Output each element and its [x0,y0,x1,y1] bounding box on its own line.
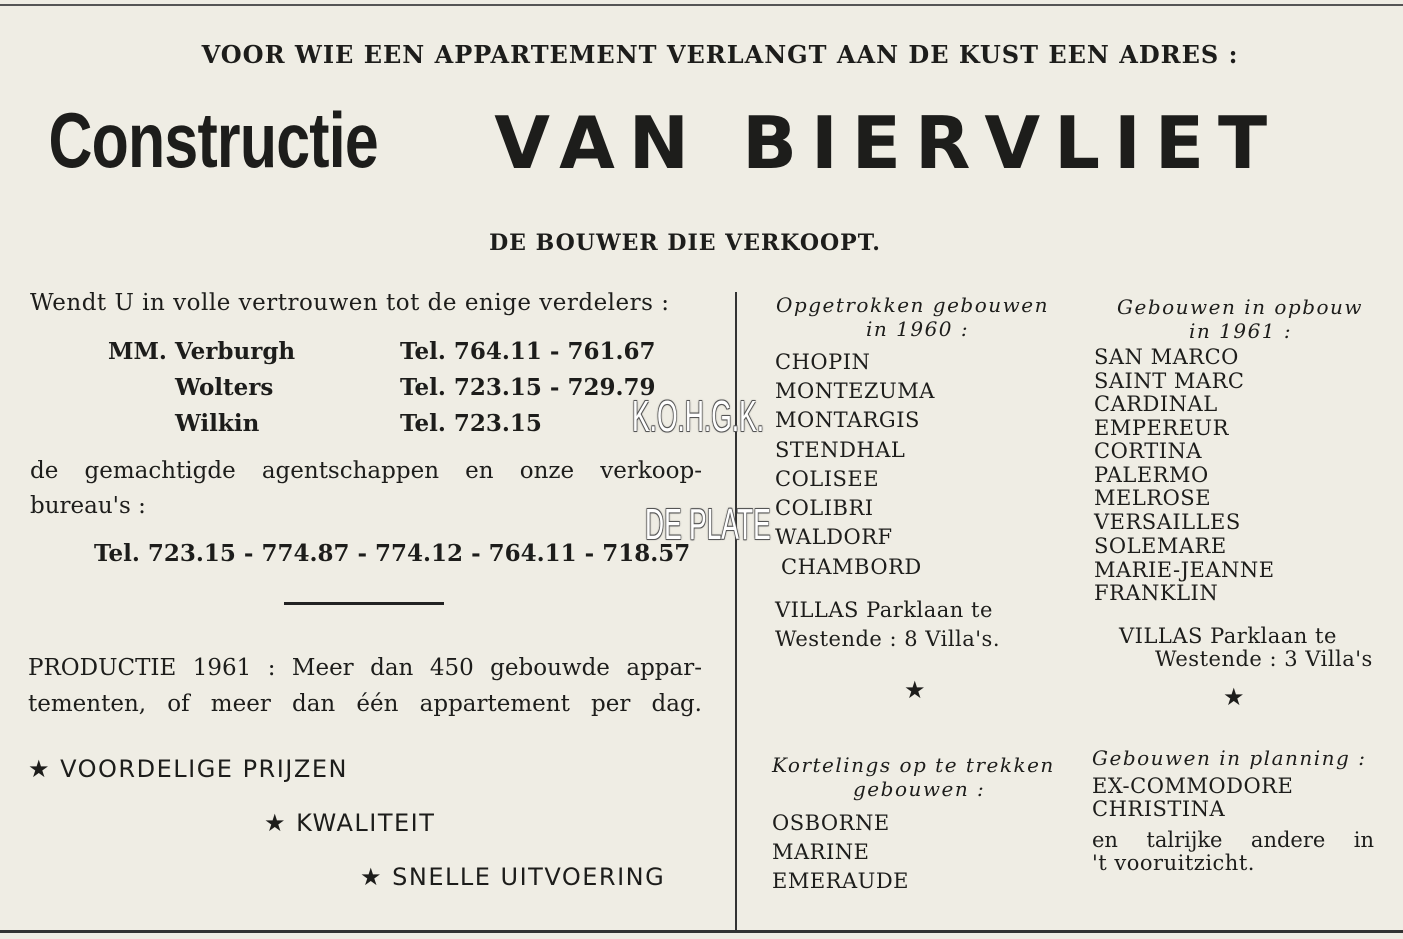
villas-1961-line2: Westende : 3 Villa's [1155,647,1373,671]
building-name: OSBORNE [772,811,890,835]
building-1961-caption-line1: Gebouwen in opbouw [1117,295,1364,319]
building-name: MARIE-JEANNE [1094,558,1275,582]
building-name: MONTEZUMA [775,379,935,403]
agencies-text-line1: de gemachtigde agentschappen en onze verkoop- [30,458,702,484]
villas-1960-line2: Westende : 8 Villa's. [775,627,1000,651]
planned-caption: Gebouwen in planning : [1092,746,1367,770]
distributor-tel: Tel. 764.11 - 761.67 [400,338,656,365]
watermark-line1: K.O.H.G.K. [632,392,765,441]
column-divider [735,292,737,930]
building-name: EMERAUDE [772,869,910,893]
soon-caption-line2: gebouwen : [853,777,986,801]
building-name: COLISEE [775,467,880,491]
feature-quality: ★ KWALITEIT [264,809,436,837]
building-name: CHOPIN [775,350,871,374]
agency-phone-numbers: Tel. 723.15 - 774.87 - 774.12 - 764.11 - 718.57 [94,540,691,567]
star-separator: ★ [1223,683,1245,711]
building-name: COLIBRI [775,496,874,520]
building-name: PALERMO [1094,463,1209,487]
built-1960-caption-line1: Opgetrokken gebouwen [776,293,1049,317]
bottom-border [0,930,1403,933]
building-name: EMPEREUR [1094,416,1229,440]
top-border [0,4,1403,6]
feature-speed: ★ SNELLE UITVOERING [360,863,666,891]
building-name: MELROSE [1094,486,1212,510]
planned-note-line1: en talrijke andere in [1092,828,1374,852]
built-1960-caption-line2: in 1960 : [866,317,970,341]
production-text-line1: PRODUCTIE 1961 : Meer dan 450 gebouwde appar- [28,655,702,681]
distributor-name: Wilkin [175,410,260,437]
brand-title [0,95,1403,195]
building-name: EX-COMMODORE [1092,774,1294,798]
building-name: SAINT MARC [1094,369,1245,393]
feature-prices: ★ VOORDELIGE PRIJZEN [28,755,348,783]
watermark-line2: DE PLATE [645,500,771,549]
building-name: STENDHAL [775,438,906,462]
agencies-text-line2: bureau's : [30,493,146,519]
building-name: CARDINAL [1094,392,1218,416]
planned-note-line2: 't vooruitzicht. [1092,851,1255,875]
section-rule [284,602,444,605]
building-name: CORTINA [1094,439,1203,463]
villas-1961-line1: VILLAS Parklaan te [1119,624,1337,648]
distributor-tel: Tel. 723.15 - 729.79 [400,374,656,401]
production-text-line2: tementen, of meer dan één appartement per dag. [28,691,702,717]
brand-word-constructie: Constructie [48,96,378,184]
building-1961-caption-line2: in 1961 : [1189,319,1293,343]
building-name: MONTARGIS [775,408,920,432]
building-name: WALDORF [775,525,893,549]
building-name: CHRISTINA [1092,797,1226,821]
distributor-name: Wolters [175,374,274,401]
building-name: CHAMBORD [781,555,922,579]
villas-1960-line1: VILLAS Parklaan te [775,598,993,622]
brand-word-van-biervliet: VAN BIERVLIET [494,101,1282,185]
headline: VOOR WIE EEN APPARTEMENT VERLANGT AAN DE KUST EEN ADRES : [201,40,1239,69]
intro-text: Wendt U in volle vertrouwen tot de enige verdelers : [30,290,670,316]
building-name: VERSAILLES [1094,510,1241,534]
building-name: MARINE [772,840,870,864]
distributor-name: MM. Verburgh [108,338,296,365]
distributor-tel: Tel. 723.15 [400,410,542,437]
star-separator: ★ [904,676,926,704]
soon-caption-line1: Kortelings op te trekken [772,753,1055,777]
building-name: FRANKLIN [1094,581,1219,605]
building-name: SOLEMARE [1094,534,1227,558]
tagline: DE BOUWER DIE VERKOOPT. [489,230,881,256]
building-name: SAN MARCO [1094,345,1239,369]
